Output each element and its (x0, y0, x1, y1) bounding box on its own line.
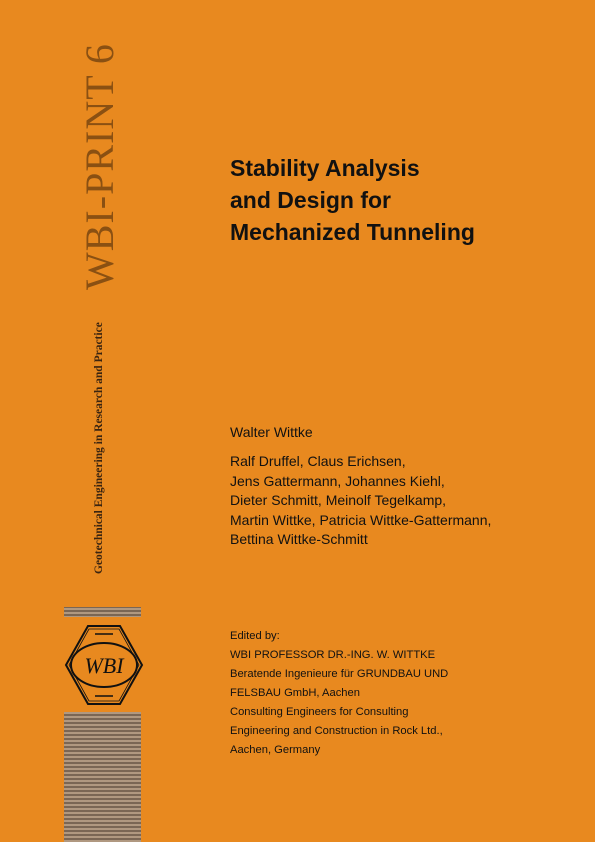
wbi-logo (64, 622, 144, 708)
editor-line: Aachen, Germany (230, 744, 321, 756)
coauthor-line: Dieter Schmitt, Meinolf Tegelkamp, (230, 492, 447, 508)
title-line: Mechanized Tunneling (230, 219, 475, 245)
coauthor-list (230, 452, 491, 550)
series-subtitle: Geotechnical Engineering in Research and Practice (93, 322, 105, 574)
editor-line: Consulting Engineers for Consulting (230, 706, 409, 718)
editor-line: Edited by: (230, 630, 280, 642)
editor-line: FELSBAU GmbH, Aachen (230, 687, 360, 699)
editor-line: Beratende Ingenieure für GRUNDBAU UND (230, 668, 449, 680)
title-line: Stability Analysis (230, 155, 420, 181)
editor-line: WBI PROFESSOR DR.-ING. W. WITTKE (230, 649, 436, 661)
series-title: WBI-PRINT 6 (77, 43, 122, 290)
editor-line: Engineering and Construction in Rock Ltd., (230, 725, 443, 737)
coauthor-line: Martin Wittke, Patricia Wittke-Gattermann, (230, 511, 492, 528)
logo-lettering: WBI (84, 653, 124, 678)
book-title (230, 152, 475, 248)
coauthor-line: Bettina Wittke-Schmitt (230, 531, 368, 547)
editor-block (230, 627, 448, 760)
lead-author: Walter Wittke (230, 424, 313, 440)
coauthor-line: Ralf Druffel, Claus Erichsen, (230, 453, 406, 469)
coauthor-line: Jens Gattermann, Johannes Kiehl, (230, 472, 445, 489)
title-line: and Design for (230, 187, 392, 213)
